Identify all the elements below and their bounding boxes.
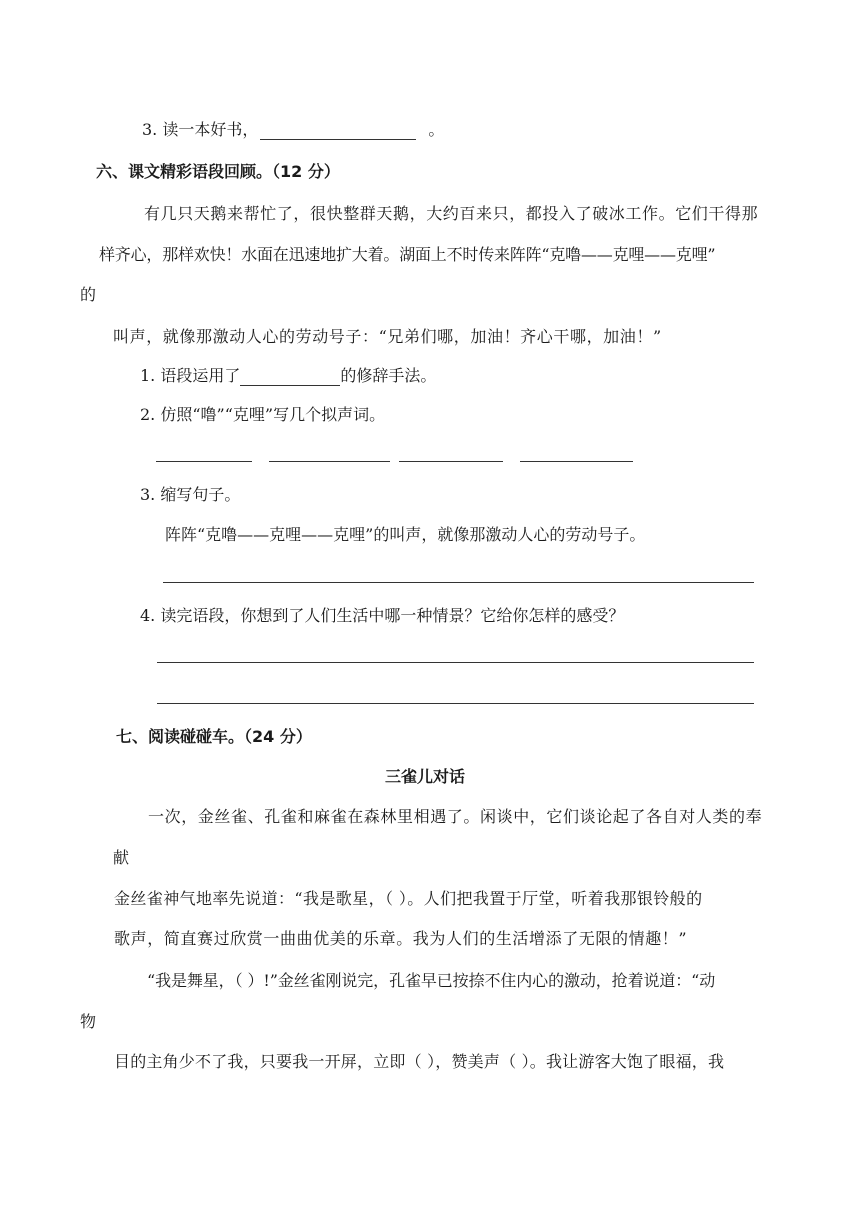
question-3-answer-line[interactable] (163, 582, 754, 583)
question-2-blank-1[interactable] (156, 461, 252, 462)
passage-title: 三雀儿对话 (385, 767, 466, 786)
section-6-para-line-1: 有几只天鹅来帮忙了，很快整群天鹅，大约百来只，都投入了破冰工作。它们干得那 (144, 204, 759, 223)
section-6-para-line-2: 样齐心，那样欢快！水面在迅速地扩大着。湖面上不时传来阵阵“克噜——克哩——克哩” (99, 245, 716, 264)
question-3: 3. 缩写句子。 (140, 485, 241, 504)
question-4-answer-line-1[interactable] (157, 662, 754, 663)
question-2-blank-3[interactable] (399, 461, 503, 462)
question-2-blank-4[interactable] (520, 461, 633, 462)
passage-para-1-line-2: 献 (113, 848, 130, 867)
question-3-sentence: 阵阵“克噜——克哩——克哩”的叫声，就像那激动人心的劳动号子。 (165, 525, 646, 544)
passage-para-3-line-1: “我是舞星，（ ）!”金丝雀刚说完，孔雀早已按捺不住内心的激动，抢着说道：“动 (147, 971, 716, 990)
question-4-answer-line-2[interactable] (157, 703, 754, 704)
item-3-suffix: 。 (428, 120, 445, 139)
section-7-heading: 七、阅读碰碰车。（24 分） (116, 727, 312, 746)
passage-para-2-line-1: 金丝雀神气地率先说道：“我是歌星，（ ）。人们把我置于厅堂，听着我那银铃般的 (114, 889, 703, 908)
question-4: 4. 读完语段，你想到了人们生活中哪一种情景？它给你怎样的感受？ (140, 606, 625, 625)
item-3 (142, 120, 444, 140)
passage-para-2-line-2: 歌声，简直赛过欣赏一曲曲优美的乐章。我为人们的生活增添了无限的情趣！” (114, 929, 688, 948)
question-2-blank-2[interactable] (269, 461, 390, 462)
section-6-para-line-2-wrap: 的 (80, 285, 97, 304)
question-1-blank[interactable] (240, 369, 340, 386)
passage-para-3-line-3: 目的主角少不了我，只要我一开屏，立即（ ），赞美声（ ）。我让游客大饱了眼福，我 (114, 1052, 725, 1071)
question-1 (140, 366, 436, 386)
item-3-prefix: 3. 读一本好书， (142, 120, 259, 139)
passage-para-1-line-1: 一次，金丝雀、孔雀和麻雀在森林里相遇了。闲谈中，它们谈论起了各自对人类的奉 (148, 807, 763, 826)
passage-para-3-line-2: 物 (80, 1012, 97, 1031)
question-2: 2. 仿照“噜”“克哩”写几个拟声词。 (140, 405, 386, 424)
item-3-answer-blank[interactable] (260, 123, 416, 140)
question-1-prefix: 1. 语段运用了 (140, 366, 241, 385)
section-6-heading: 六、课文精彩语段回顾。（12 分） (96, 162, 340, 181)
section-6-para-line-3: 叫声，就像那激动人心的劳动号子：“兄弟们哪，加油！齐心干哪，加油！” (113, 327, 662, 346)
question-1-suffix: 的修辞手法。 (340, 366, 437, 385)
